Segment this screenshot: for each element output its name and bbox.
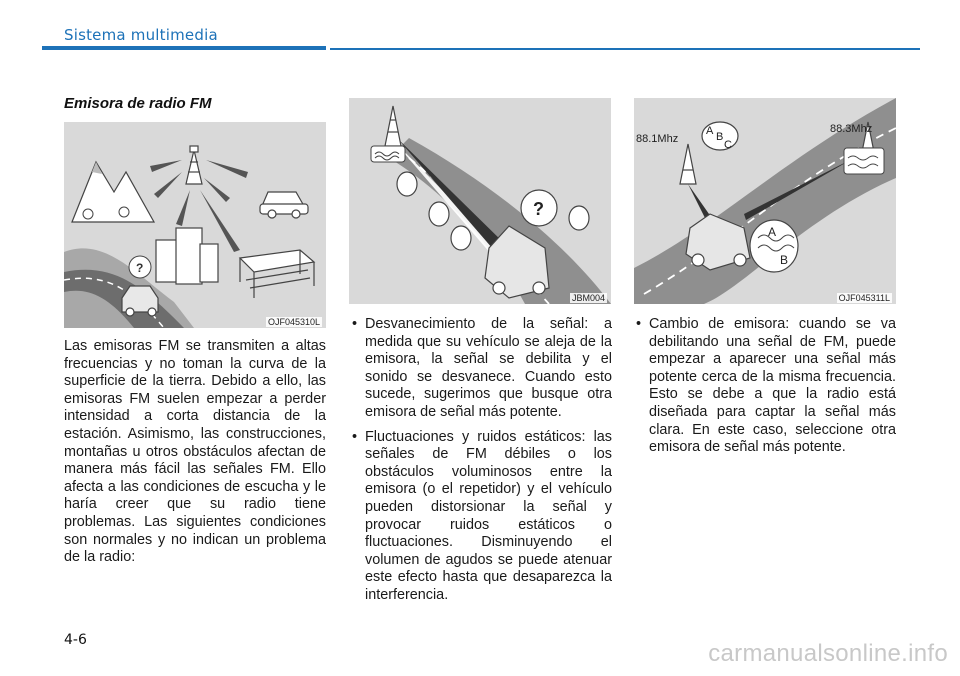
figure-code: OJF045310L (267, 317, 320, 327)
bullet-static-noise: • Fluctuaciones y ruidos estáticos: las señales de FM débiles o los obstáculos voluminosos entre la emisora (o el repetidor) y el vehículo pueden distorsionar la señal y provocar ruidos estáticos o fluctuaciones. Disminuyendo el volumen de agudos se puede atenuar este efecto hasta que desaparezca la interferencia. (352, 429, 612, 605)
station-swap-illustration (634, 98, 896, 304)
column2-bullet-list (352, 316, 612, 612)
bullet-signal-fading: • Desvanecimiento de la señal: a medida que su vehículo se aleja de la emisora, la señal se debilita y el sonido se desvanece. Cuando esto sucede, sugerimos que busque otra emisora de señal más potente. (352, 316, 612, 422)
fm-broadcast-illustration (64, 122, 326, 328)
fig3-freq-right: 88.3Mhz (830, 123, 873, 135)
figure-fm-broadcast (64, 122, 326, 328)
column1-paragraph: Las emisoras FM se transmiten a altas frecuencias y no toman la curva de la superficie de la tierra. Debido a ello, las emisoras FM suelen empezar a perder intensidad a corta distancia de la estación. Asimismo, las construcciones, montañas u otros obstáculos afectan de manera más fácil las señales FM. Ello afecta a las condiciones de escucha y le haría creer que su radio tiene problemas. Las siguientes condiciones son normales y no indican un problema de la radio: (64, 338, 326, 566)
fig3-letter-b2: B (780, 253, 789, 267)
fig3-letter-b1: B (716, 131, 724, 143)
figure-station-swap (634, 98, 896, 304)
column3-bullet-list (636, 316, 896, 464)
header-rule-thin (330, 48, 920, 50)
fig3-freq-left: 88.1Mhz (636, 133, 679, 145)
fig3-letter-c1: C (724, 139, 732, 151)
figure-code: OJF045311L (838, 293, 890, 303)
header-rule-thick (42, 46, 326, 50)
page-number: 4-6 (64, 632, 87, 648)
section-subtitle: Emisora de radio FM (64, 95, 212, 112)
section-header: Sistema multimedia (64, 26, 218, 44)
figure-signal-fading (349, 98, 611, 304)
bullet-station-change: • Cambio de emisora: cuando se va debilitando una señal de FM, puede empezar a aparecer una señal más potente cerca de la misma frecuencia. Esto se debe a que la radio está diseñada para captar la señal más clara. En este caso, seleccione otra emisora de señal más potente. (636, 316, 896, 457)
fig1-question-bubble: ? (136, 261, 144, 275)
fig3-letter-a2: A (768, 225, 777, 239)
fig3-letter-a1: A (706, 125, 714, 137)
signal-fading-illustration (349, 98, 611, 304)
watermark: carmanualsonline.info (708, 640, 948, 667)
figure-code: JBM004 (571, 293, 605, 303)
fig2-question-bubble: ? (533, 199, 544, 219)
